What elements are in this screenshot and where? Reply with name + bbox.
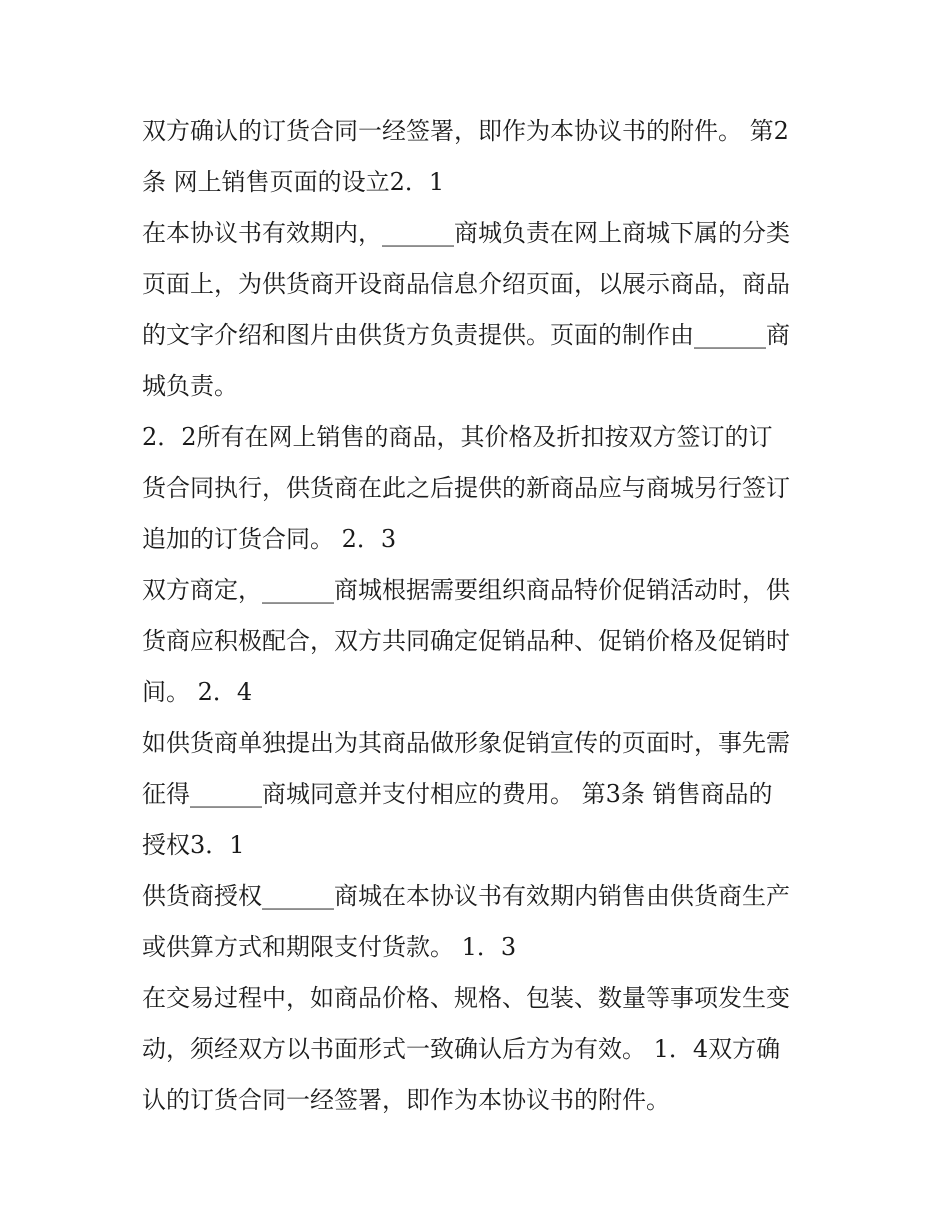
text-line: 在本协议书有效期内，______商城负责在网上商城下属的分类 [142, 219, 790, 247]
text-line: 在交易过程中，如商品价格、规格、包装、数量等事项发生变 [142, 984, 790, 1012]
document-body [142, 106, 822, 1126]
text-line: 认的订货合同一经签署，即作为本协议书的附件。 [142, 1086, 670, 1114]
text-line: 征得______商城同意并支付相应的费用。 第3条 销售商品的 [142, 780, 773, 808]
text-line: 追加的订货合同。 2．3 [142, 525, 397, 553]
text-line: 双方确认的订货合同一经签署，即作为本协议书的附件。 第2 [142, 117, 789, 145]
text-line: 双方商定，______商城根据需要组织商品特价促销活动时，供 [142, 576, 790, 604]
text-line: 货合同执行，供货商在此之后提供的新商品应与商城另行签订 [142, 474, 790, 502]
text-line: 间。 2．4 [142, 678, 253, 706]
text-line: 或供算方式和期限支付货款。 1．3 [142, 933, 517, 961]
text-line: 条 网上销售页面的设立2．1 [142, 168, 445, 196]
text-line: 2．2所有在网上销售的商品，其价格及折扣按双方签订的订 [142, 423, 773, 451]
text-line: 供货商授权______商城在本协议书有效期内销售由供货商生产 [142, 882, 790, 910]
text-line: 如供货商单独提出为其商品做形象促销宣传的页面时，事先需 [142, 729, 790, 757]
text-line: 城负责。 [142, 372, 238, 400]
text-line: 页面上，为供货商开设商品信息介绍页面，以展示商品，商品 [142, 270, 790, 298]
text-line: 货商应积极配合，双方共同确定促销品种、促销价格及促销时 [142, 627, 790, 655]
text-line: 的文字介绍和图片由供货方负责提供。页面的制作由______商 [142, 321, 790, 349]
text-line: 授权3．1 [142, 831, 245, 859]
text-line: 动，须经双方以书面形式一致确认后方为有效。 1．4双方确 [142, 1035, 781, 1063]
